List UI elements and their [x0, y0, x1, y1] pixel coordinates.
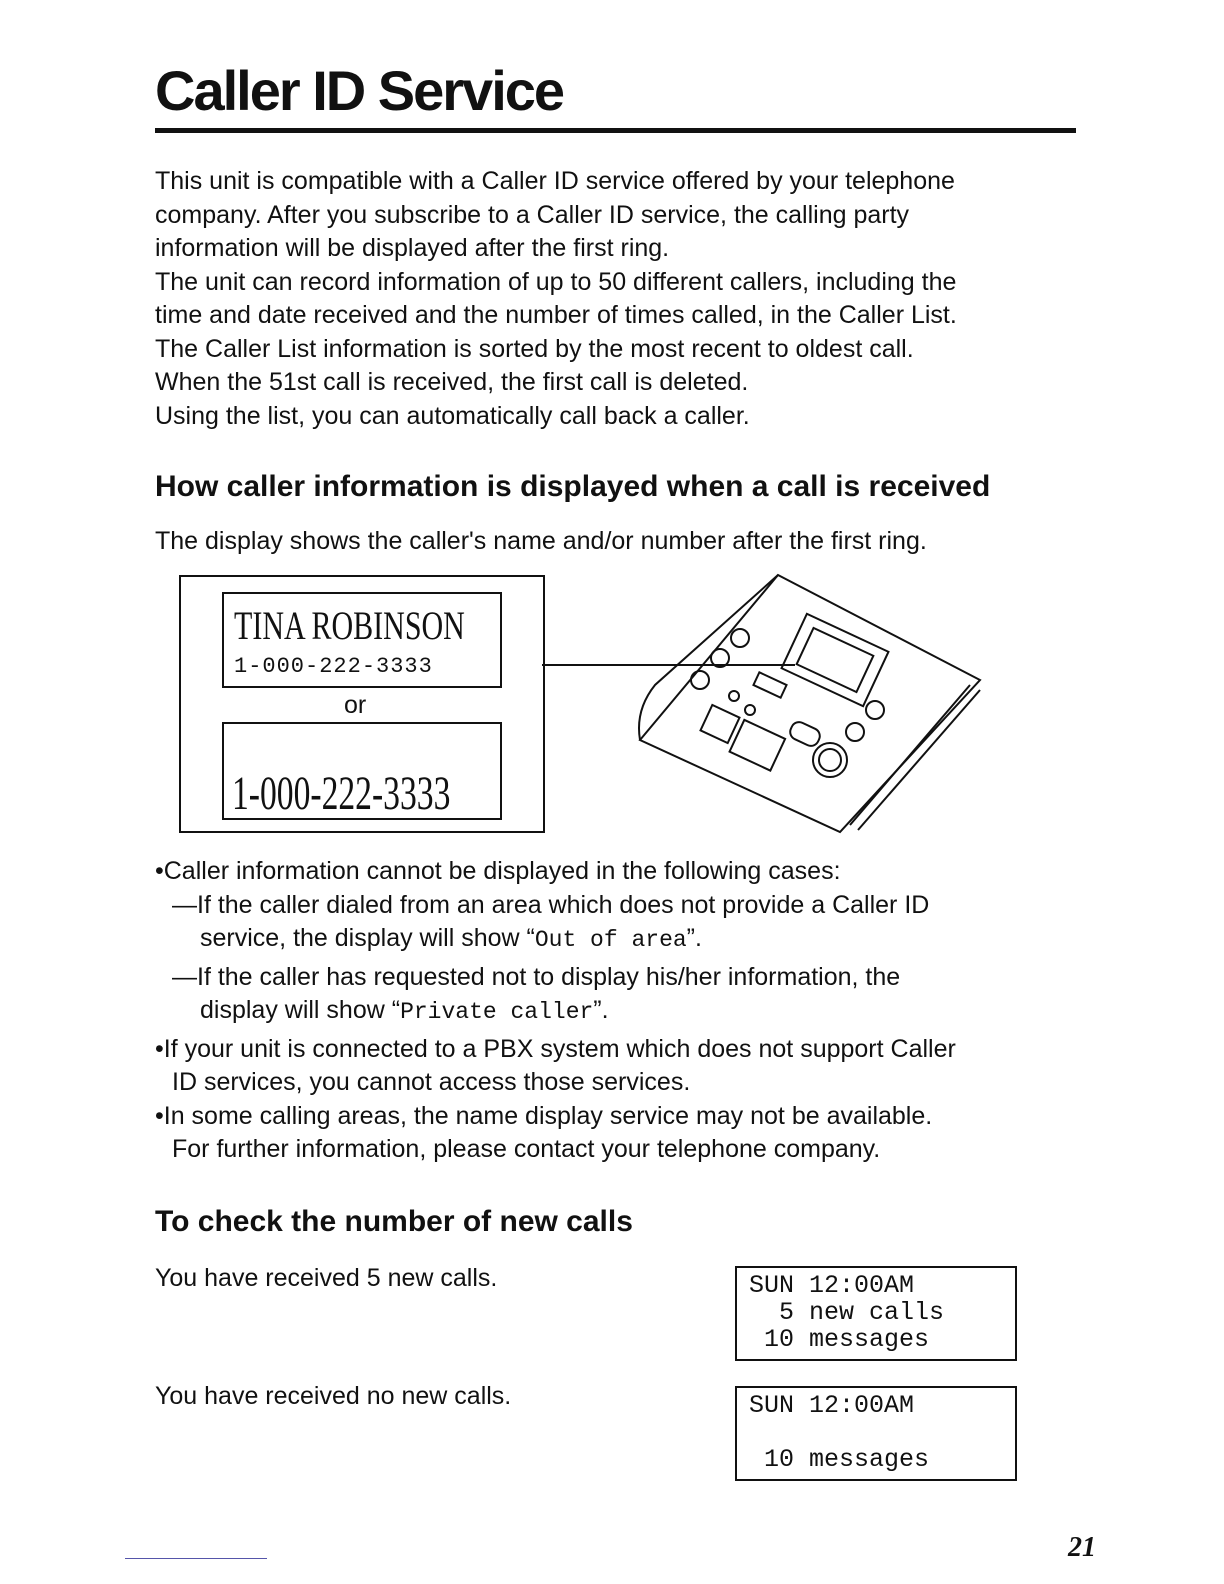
- page-number: 21: [1068, 1532, 1096, 1563]
- caller-number-large: 1-000-222-3333: [232, 767, 451, 820]
- lcd-line: SUN 12:00AM: [749, 1391, 915, 1420]
- intro-line: The unit can record information of up to 50 different callers, including the: [155, 267, 957, 296]
- phone-unit-illustration: [540, 570, 1000, 840]
- lcd-line: [749, 1419, 1003, 1446]
- title-rule: [155, 128, 1076, 133]
- section-heading: How caller information is displayed when a call is received: [155, 470, 991, 503]
- intro-line: When the 51st call is received, the first call is deleted.: [155, 368, 749, 396]
- note-text: display will show “: [200, 996, 401, 1024]
- intro-line: The Caller List information is sorted by the most recent to oldest call.: [155, 334, 914, 363]
- note-bullet: •Caller information cannot be displayed in the following cases:: [155, 857, 841, 885]
- caller-number: 1-000-222-3333: [234, 654, 433, 679]
- note-bullet: •In some calling areas, the name display service may not be available.: [155, 1101, 933, 1130]
- notes-list: [155, 855, 956, 1167]
- note-text: ”.: [686, 924, 702, 952]
- display-message-out-of-area: Out of area: [534, 927, 687, 953]
- note-dash: —If the caller has requested not to display his/her information, the: [172, 962, 901, 991]
- note-dash-cont: [155, 994, 956, 1030]
- display-message-private-caller: Private caller: [400, 999, 594, 1025]
- lcd-line: 10 messages: [749, 1445, 930, 1474]
- lcd-line: SUN 12:00AM: [749, 1271, 915, 1300]
- intro-line: This unit is compatible with a Caller ID service offered by your telephone: [155, 167, 955, 195]
- page-title: Caller ID Service: [155, 59, 564, 122]
- display-examples-frame: [179, 575, 545, 833]
- lcd-name-number: [222, 592, 502, 688]
- note-bullet-cont: For further information, please contact your telephone company.: [172, 1135, 881, 1163]
- intro-line: company. After you subscribe to a Caller ID service, the calling party: [155, 200, 910, 229]
- lcd-new-calls: [735, 1266, 1017, 1361]
- caller-name: TINA ROBINSON: [234, 603, 465, 648]
- footer-line: [125, 1558, 267, 1559]
- note-dash-cont: [155, 922, 956, 958]
- note-text: service, the display will show “: [200, 924, 535, 952]
- intro-text: [155, 165, 957, 433]
- lcd-line: 10 messages: [749, 1325, 930, 1354]
- note-bullet-cont: ID services, you cannot access those services.: [172, 1068, 691, 1096]
- intro-line: Using the list, you can automatically call back a caller.: [155, 401, 750, 430]
- intro-line: information will be displayed after the first ring.: [155, 234, 670, 262]
- section-heading: To check the number of new calls: [155, 1205, 633, 1238]
- lcd-line: 5 new calls: [749, 1298, 945, 1327]
- lcd-number-only: [222, 722, 502, 820]
- intro-line: time and date received and the number of times called, in the Caller List.: [155, 301, 957, 329]
- lcd-no-new-calls: [735, 1386, 1017, 1481]
- note-bullet: •If your unit is connected to a PBX system which does not support Caller: [155, 1034, 956, 1063]
- case-text: You have received no new calls.: [155, 1382, 512, 1410]
- case-text: You have received 5 new calls.: [155, 1264, 498, 1292]
- note-text: ”.: [593, 996, 609, 1024]
- or-label: or: [344, 691, 367, 719]
- note-dash: —If the caller dialed from an area which does not provide a Caller ID: [172, 890, 930, 919]
- section-lead: The display shows the caller's name and/or number after the first ring.: [155, 527, 927, 555]
